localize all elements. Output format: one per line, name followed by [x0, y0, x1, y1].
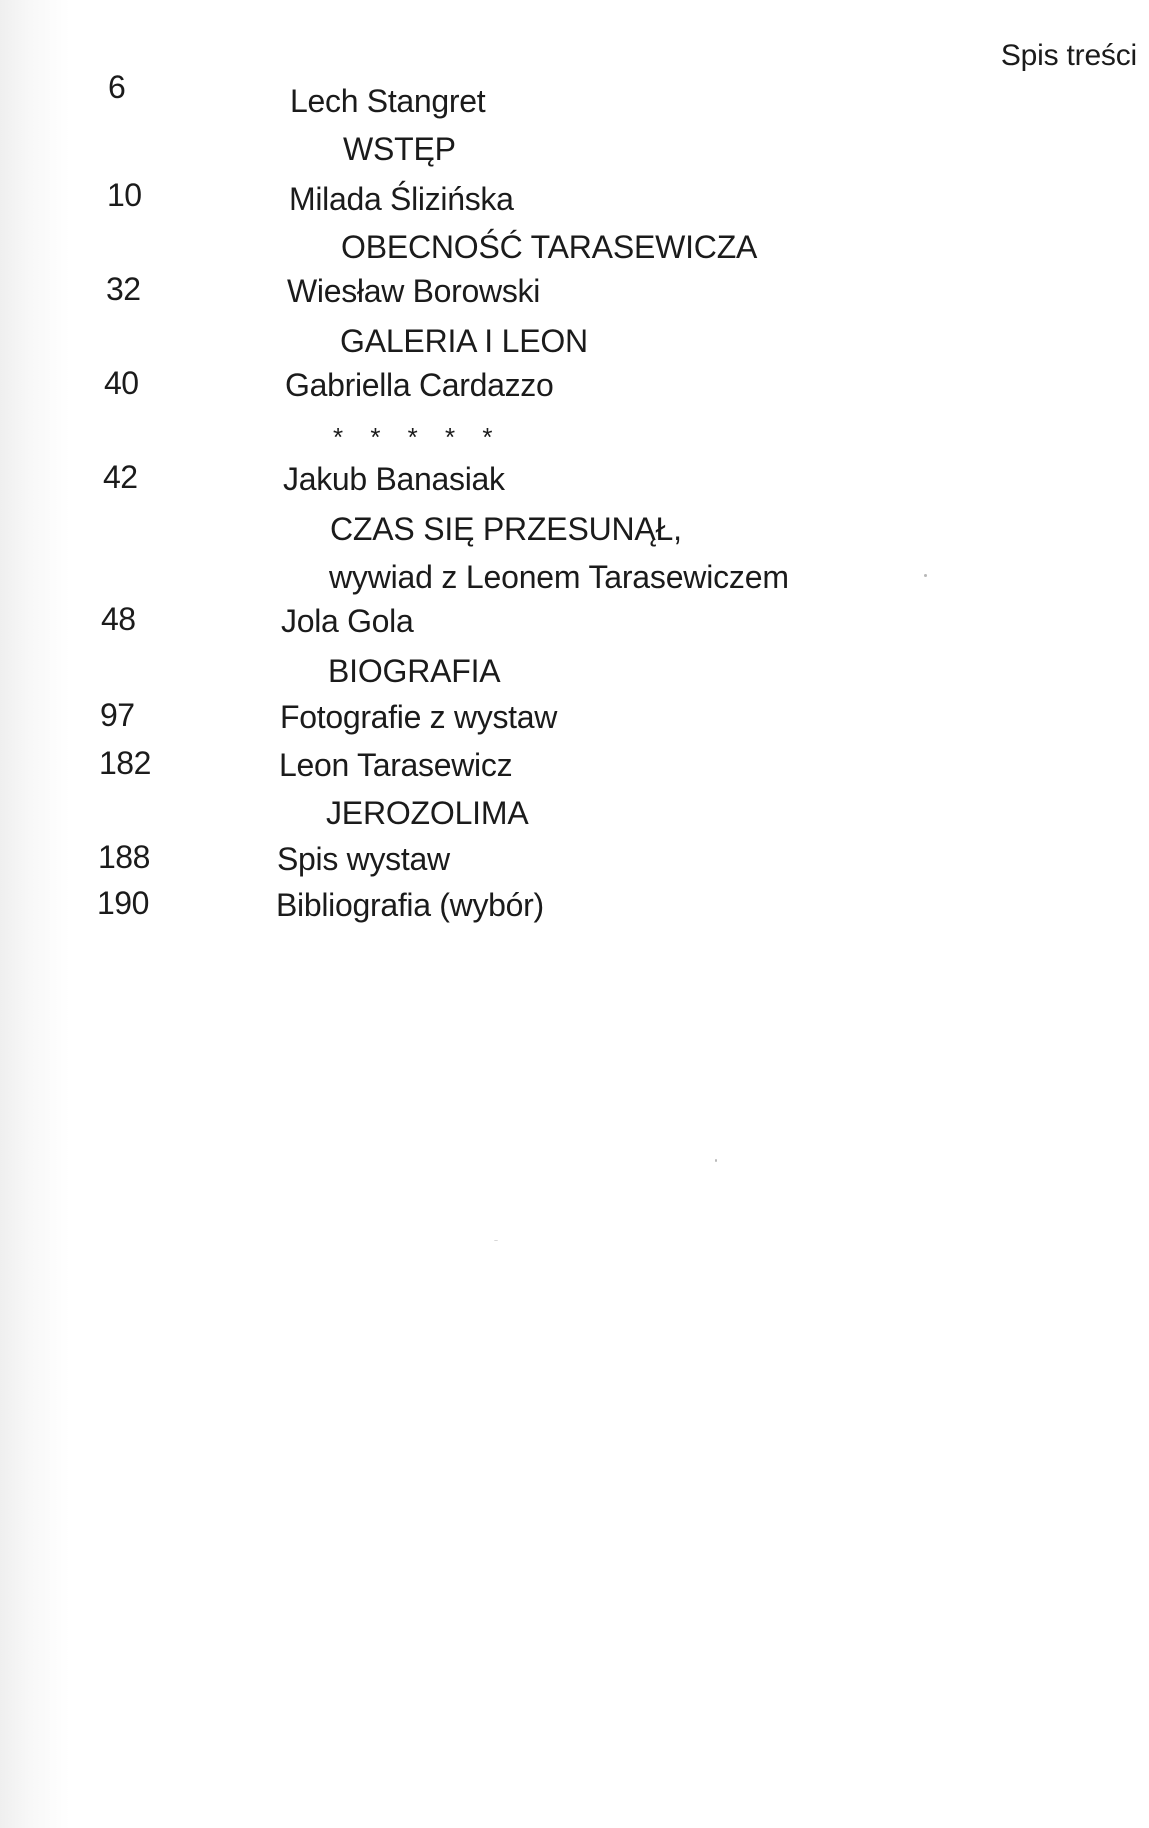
- toc-author: Milada Ślizińska: [289, 181, 514, 217]
- toc-page-number: 6: [108, 69, 126, 105]
- toc-author: Fotografie z wystaw: [280, 699, 558, 735]
- toc-separator-stars: * * * * *: [333, 422, 503, 452]
- toc-title: OBECNOŚĆ TARASEWICZA: [341, 229, 758, 265]
- scan-speck: [715, 1159, 717, 1162]
- toc-page-number: 182: [99, 745, 151, 781]
- scan-speck: [924, 574, 927, 577]
- toc-author: Jakub Banasiak: [283, 461, 505, 497]
- toc-author: Spis wystaw: [277, 841, 450, 877]
- scan-speck: [494, 1240, 498, 1241]
- toc-page-number: 32: [106, 271, 141, 307]
- toc-page-number: 40: [104, 365, 139, 401]
- running-head-title: Spis treści: [1000, 39, 1137, 72]
- toc-author: Gabriella Cardazzo: [285, 367, 554, 403]
- toc-page-number: 97: [100, 697, 135, 733]
- toc-title: BIOGRAFIA: [328, 653, 501, 689]
- toc-title: CZAS SIĘ PRZESUNĄŁ,: [330, 511, 682, 547]
- toc-author: Jola Gola: [281, 603, 414, 639]
- toc-title: GALERIA I LEON: [340, 323, 588, 359]
- toc-author: Leon Tarasewicz: [279, 747, 513, 783]
- toc-author: Wiesław Borowski: [287, 273, 541, 309]
- toc-author: Bibliografia (wybór): [276, 887, 544, 923]
- toc-page-number: 190: [97, 885, 149, 921]
- toc-page-number: 10: [107, 177, 142, 213]
- toc-page-number: 188: [98, 839, 150, 875]
- toc-page-number: 42: [103, 459, 138, 495]
- toc-title: WSTĘP: [343, 131, 456, 167]
- toc-subtitle: wywiad z Leonem Tarasewiczem: [329, 559, 789, 595]
- toc-title: JEROZOLIMA: [326, 795, 529, 831]
- toc-author: Lech Stangret: [290, 83, 486, 119]
- toc-page-number: 48: [101, 601, 136, 637]
